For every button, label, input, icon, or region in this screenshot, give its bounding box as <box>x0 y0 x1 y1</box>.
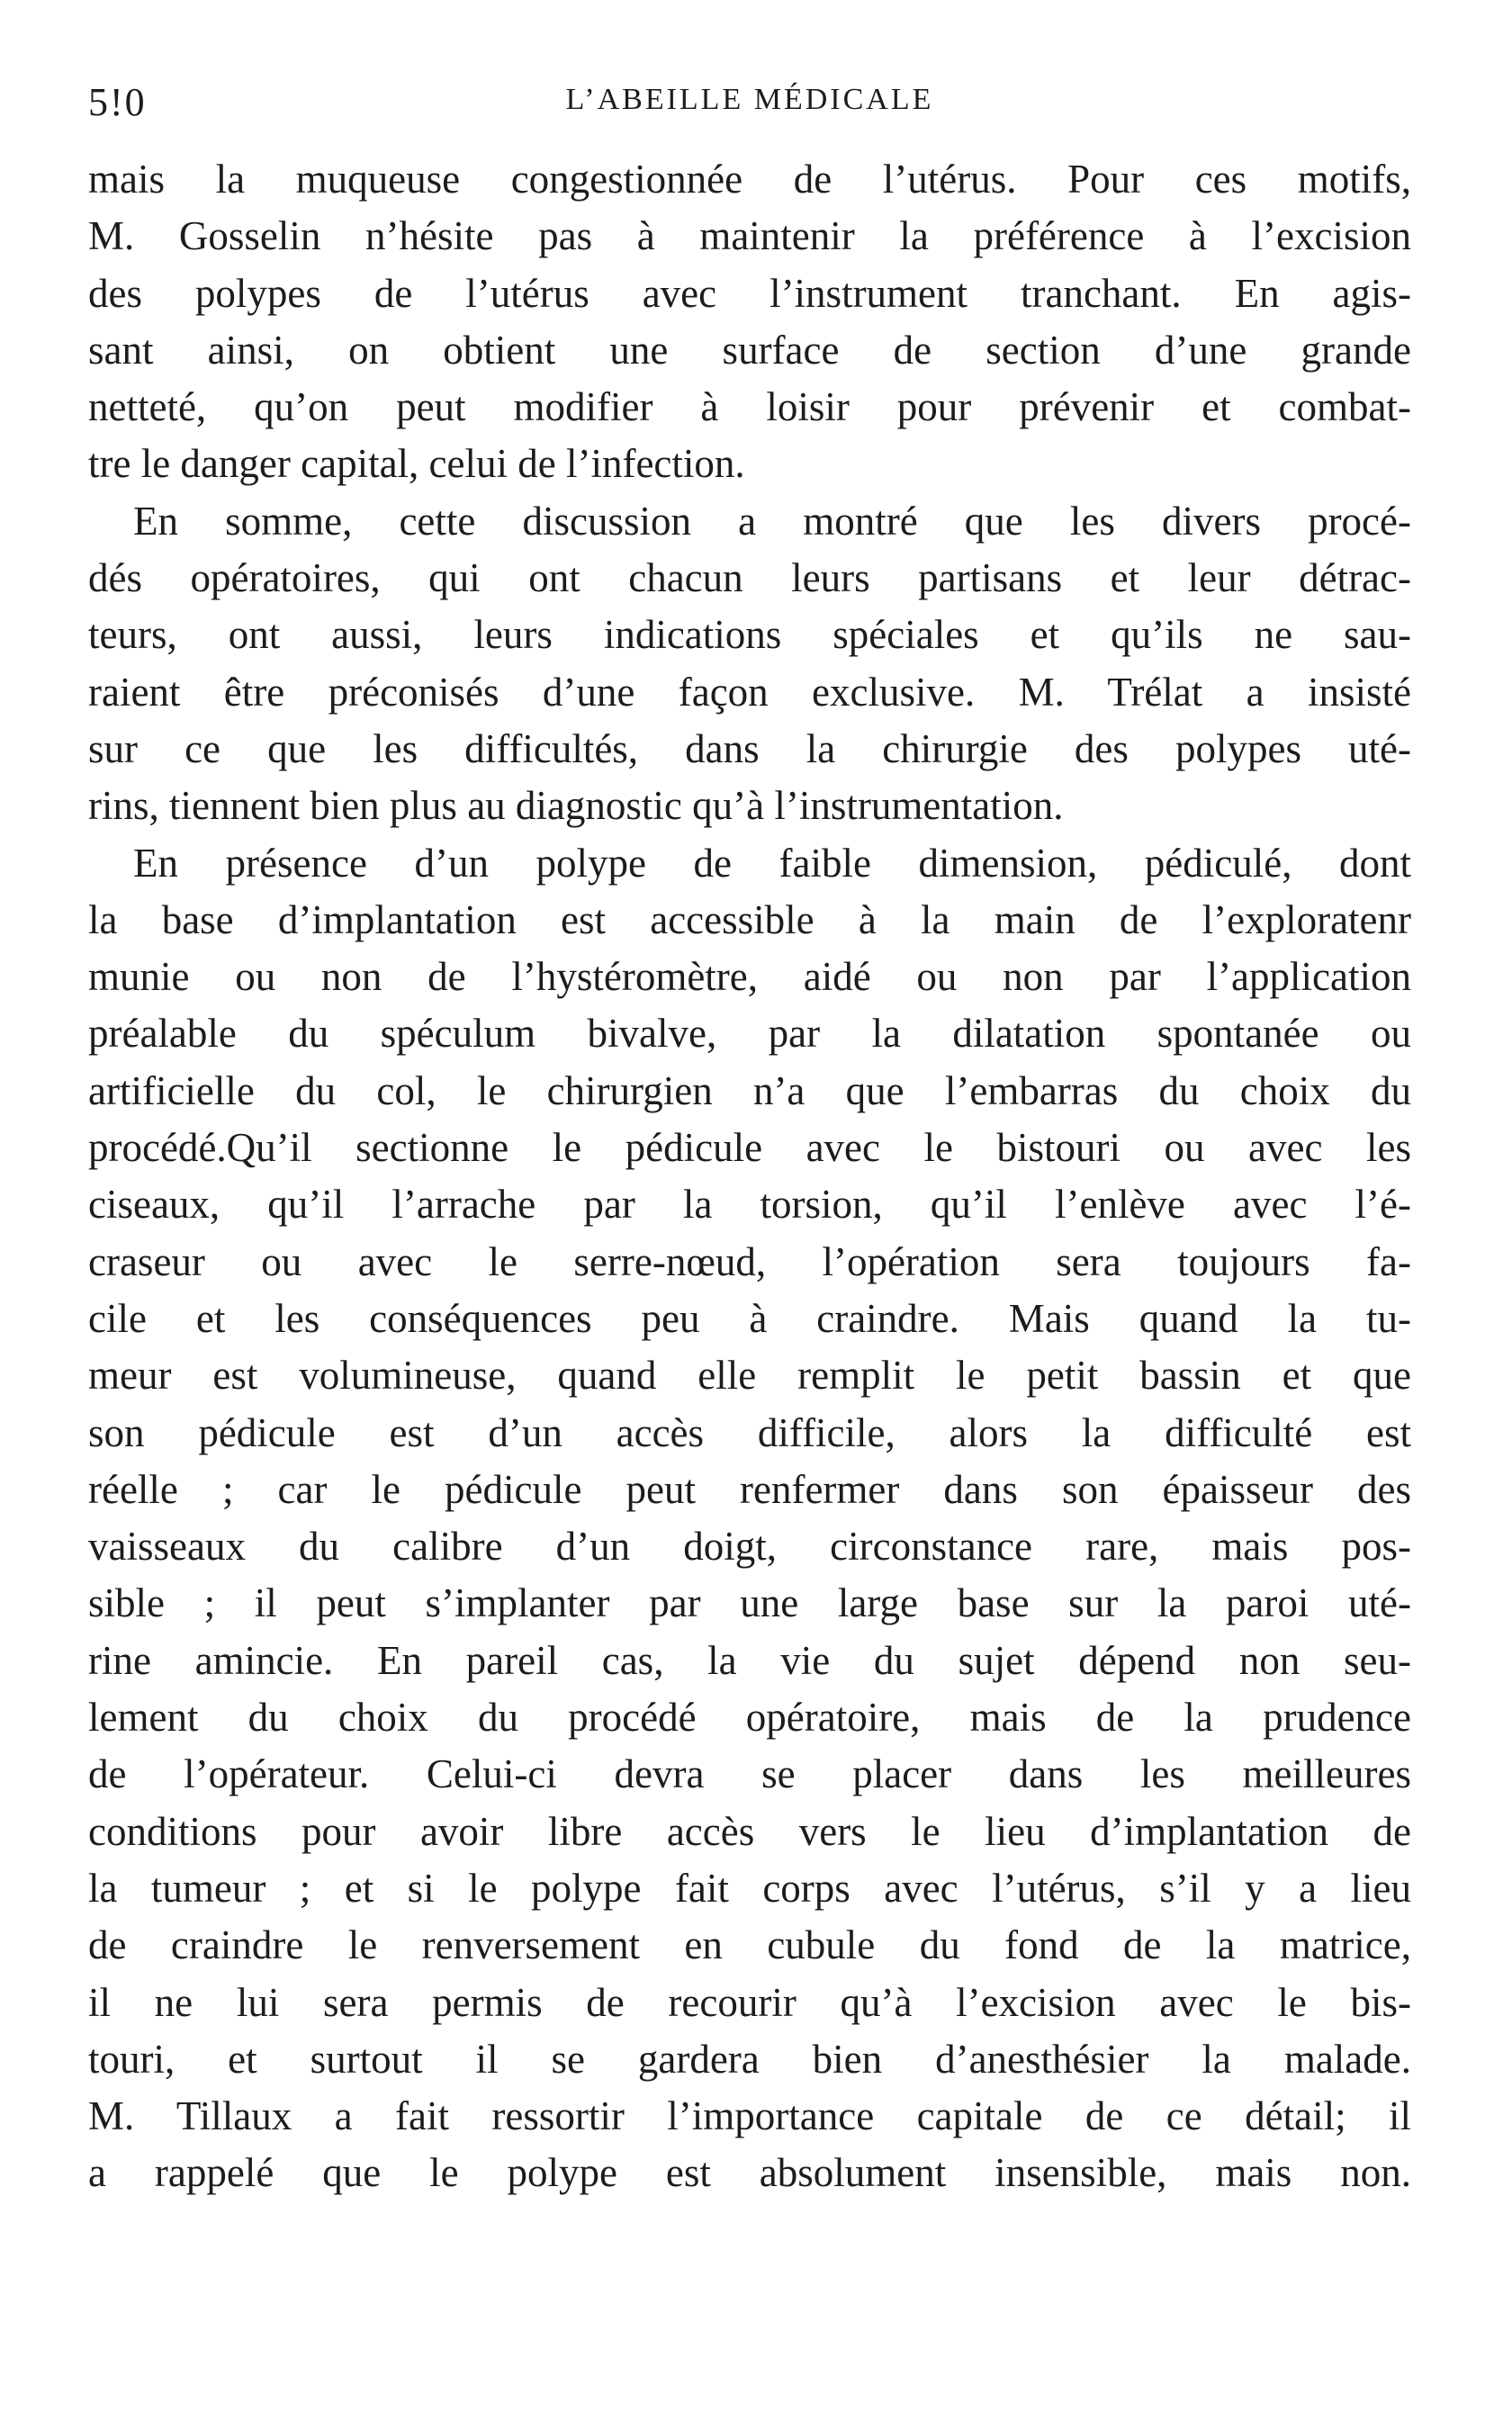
page-header <box>88 79 1411 133</box>
text-line: conditions pour avoir libre accès vers le lieu d’implantation de <box>88 1808 1411 1854</box>
text-line: rine amincie. En pareil cas, la vie du sujet dépend non seu- <box>88 1637 1411 1683</box>
text-line: son pédicule est d’un accès difficile, alors la difficulté est <box>88 1409 1411 1455</box>
text-line: raient être préconisés d’une façon exclusive. M. Trélat a insisté <box>88 669 1411 715</box>
text-line: M. Gosselin n’hésite pas à maintenir la préférence à l’excision <box>88 213 1411 259</box>
text-line: rins, tiennent bien plus au diagnostic qu’à l’instrumentation. <box>88 783 1064 829</box>
text-line: procédé.Qu’il sectionne le pédicule avec le bistouri ou avec les <box>88 1125 1411 1171</box>
text-line: artificielle du col, le chirurgien n’a que l’embarras du choix du <box>88 1067 1411 1113</box>
page-number: 5!0 <box>88 80 147 124</box>
body-text <box>88 151 1411 2202</box>
paragraph <box>88 493 1411 835</box>
text-line: munie ou non de l’hystéromètre, aidé ou non par l’application <box>88 954 1411 1000</box>
text-line: il ne lui sera permis de recourir qu’à l’excision avec le bis- <box>88 1979 1411 2025</box>
text-line: M. Tillaux a fait ressortir l’importance capitale de ce détail; il <box>88 2093 1411 2139</box>
text-line: En somme, cette discussion a montré que les divers procé- <box>133 498 1411 544</box>
text-line: mais la muqueuse congestionnée de l’utérus. Pour ces motifs, <box>88 157 1411 202</box>
paragraph <box>88 151 1411 493</box>
text-line: a rappelé que le polype est absolument insensible, mais non. <box>88 2150 1411 2196</box>
text-line: dés opératoires, qui ont chacun leurs partisans et leur détrac- <box>88 555 1411 601</box>
text-line: tre le danger capital, celui de l’infection. <box>88 441 745 487</box>
text-line: des polypes de l’utérus avec l’instrument tranchant. En agis- <box>88 270 1411 316</box>
text-line: de l’opérateur. Celui-ci devra se placer dans les meilleures <box>88 1751 1411 1797</box>
paragraph <box>88 835 1411 2202</box>
text-line: de craindre le renversement en cubule du fond de la matrice, <box>88 1922 1411 1968</box>
text-line: craseur ou avec le serre-nœud, l’opération sera toujours fa- <box>88 1238 1411 1284</box>
text-line: la tumeur ; et si le polype fait corps avec l’utérus, s’il y a lieu <box>88 1865 1411 1911</box>
text-line: sible ; il peut s’implanter par une large base sur la paroi uté- <box>88 1580 1411 1626</box>
text-line: meur est volumineuse, quand elle remplit le petit bassin et que <box>88 1353 1411 1399</box>
text-line: En présence d’un polype de faible dimension, pédiculé, dont <box>133 840 1411 886</box>
text-line: sur ce que les difficultés, dans la chirurgie des polypes uté- <box>88 725 1411 771</box>
running-title: L’ABEILLE MÉDICALE <box>565 83 934 116</box>
text-line: netteté, qu’on peut modifier à loisir pour prévenir et combat- <box>88 384 1411 430</box>
text-line: préalable du spéculum bivalve, par la dilatation spontanée ou <box>88 1011 1411 1057</box>
text-line: cile et les conséquences peu à craindre. Mais quand la tu- <box>88 1295 1411 1341</box>
text-line: ciseaux, qu’il l’arrache par la torsion, qu’il l’enlève avec l’é- <box>88 1182 1411 1228</box>
text-line: touri, et surtout il se gardera bien d’anesthésier la malade. <box>88 2036 1411 2082</box>
text-line: vaisseaux du calibre d’un doigt, circonstance rare, mais pos- <box>88 1524 1411 1570</box>
text-line: teurs, ont aussi, leurs indications spéciales et qu’ils ne sau- <box>88 612 1411 658</box>
text-line: réelle ; car le pédicule peut renfermer dans son épaisseur des <box>88 1466 1411 1512</box>
text-line: la base d’implantation est accessible à la main de l’exploratenr <box>88 896 1411 942</box>
text-line: lement du choix du procédé opératoire, mais de la prudence <box>88 1695 1411 1741</box>
text-line: sant ainsi, on obtient une surface de section d’une grande <box>88 327 1411 373</box>
